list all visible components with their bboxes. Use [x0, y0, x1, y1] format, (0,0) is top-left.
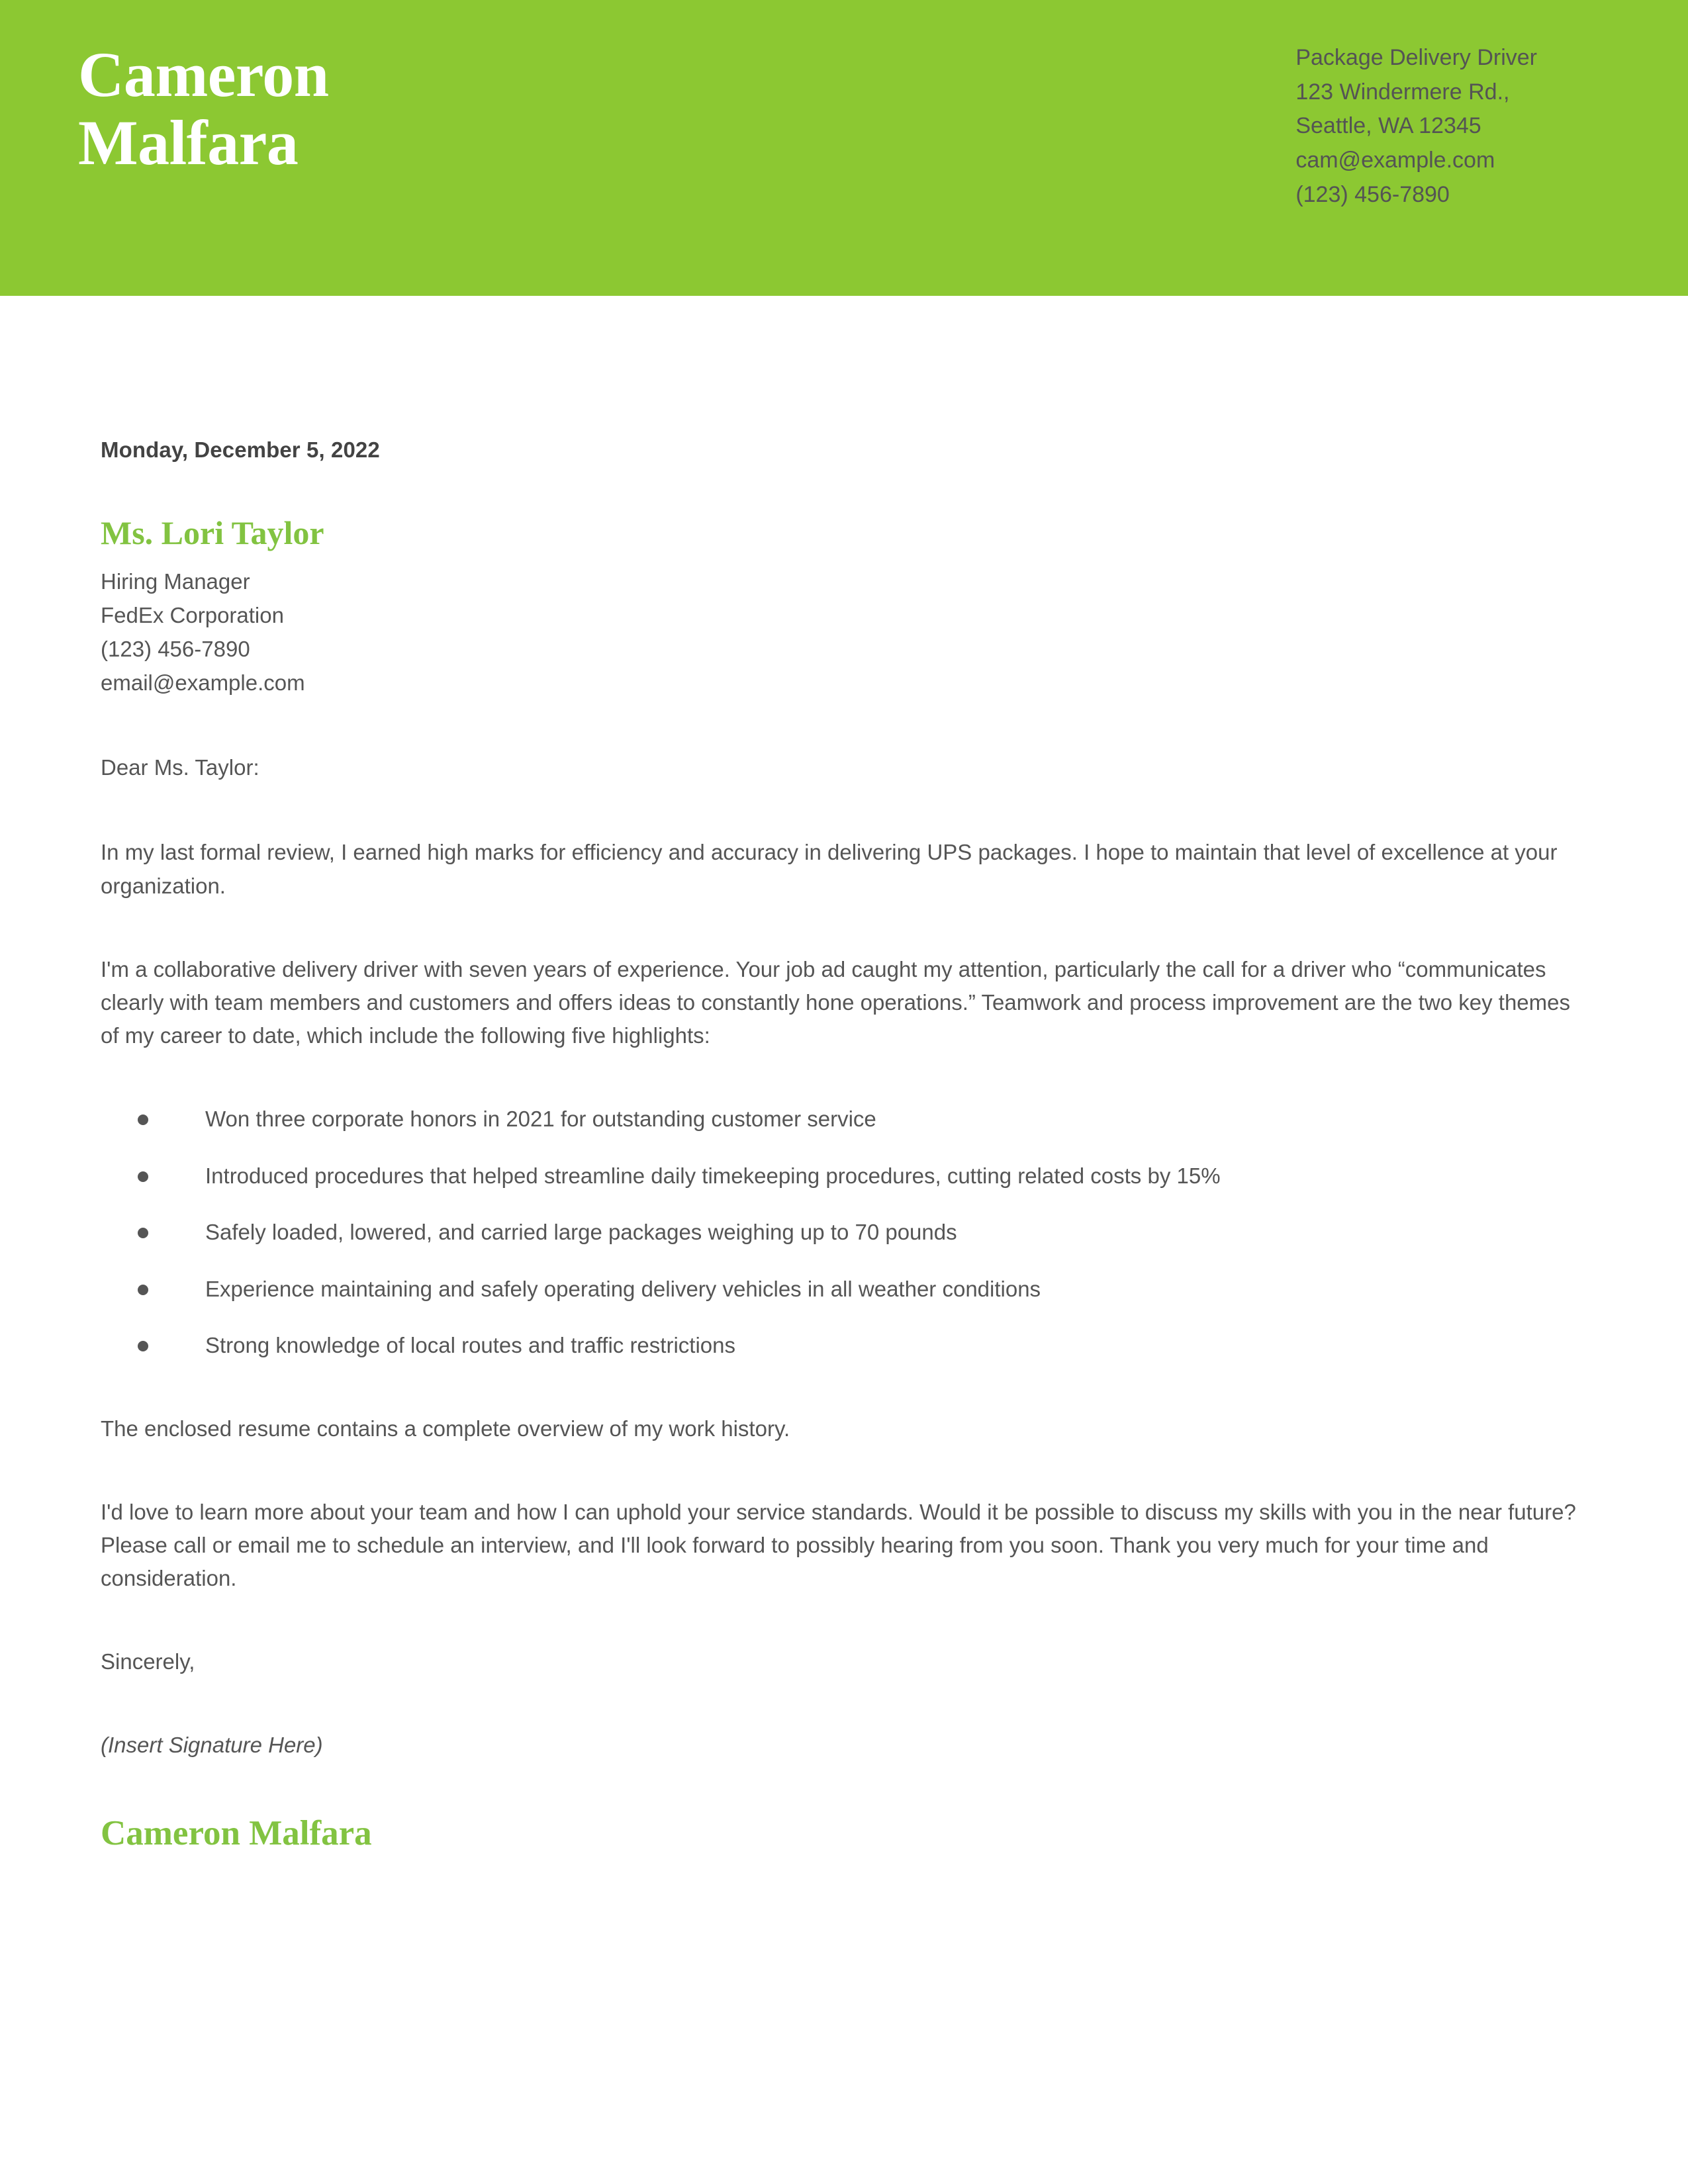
- highlight-text: Experience maintaining and safely operating delivery vehicles in all weather conditions: [205, 1276, 1041, 1301]
- body-paragraph-2: I'm a collaborative delivery driver with seven years of experience. Your job ad caught my attention, particularly the call for a driver who “communicates clearly with team members and customers and offers ideas to constantly hone operations.” Teamwork and process improvement are the two key themes of my career to date, which include the following five highlights:: [101, 956, 1571, 1048]
- applicant-phone: (123) 456-7890: [1295, 181, 1450, 207]
- list-item: [101, 1273, 1583, 1306]
- recipient-company: FedEx Corporation: [101, 602, 284, 627]
- bullet-dot-icon: [138, 1115, 148, 1125]
- header-band: [0, 0, 1688, 296]
- bullet-dot-icon: [138, 1341, 148, 1351]
- list-item: [101, 1160, 1583, 1193]
- signature-name: Cameron Malfara: [101, 1813, 372, 1852]
- bullet-dot-icon: [138, 1285, 148, 1295]
- letter-date: Monday, December 5, 2022: [101, 437, 380, 462]
- applicant-email: cam@example.com: [1295, 148, 1495, 173]
- applicant-city-state-zip: Seattle, WA 12345: [1295, 113, 1481, 139]
- recipient-phone: (123) 456-7890: [101, 636, 250, 661]
- highlights-list: [101, 1103, 1583, 1362]
- highlight-text: Introduced procedures that helped streamline daily timekeeping procedures, cutting related costs by 15%: [205, 1163, 1221, 1188]
- list-item: [101, 1216, 1583, 1249]
- bullet-dot-icon: [138, 1228, 148, 1238]
- recipient-details: [101, 565, 1583, 700]
- list-item: [101, 1103, 1583, 1136]
- body-paragraph-4: I'd love to learn more about your team and how I can uphold your service standards. Would it be possible to discuss my skills with you in the near future? Please call or email me to schedule an interview, and I'll look forward to possibly hearing from you soon. Thank you very much for your time and consideration.: [101, 1499, 1576, 1591]
- recipient-name: Ms. Lori Taylor: [101, 514, 324, 552]
- letter-body: [101, 433, 1583, 1852]
- closing-salutation: Sincerely,: [101, 1649, 195, 1674]
- applicant-last-name: Malfara: [78, 107, 299, 178]
- highlight-text: Won three corporate honors in 2021 for outstanding customer service: [205, 1107, 876, 1132]
- applicant-street-address: 123 Windermere Rd.,: [1295, 79, 1510, 105]
- signature-placeholder: (Insert Signature Here): [101, 1733, 323, 1758]
- body-paragraph-3: The enclosed resume contains a complete overview of my work history.: [101, 1416, 790, 1441]
- applicant-name-header: [78, 41, 674, 177]
- applicant-job-title: Package Delivery Driver: [1295, 45, 1537, 70]
- header-contact-block: [1295, 41, 1537, 212]
- applicant-first-name: Cameron: [78, 39, 329, 110]
- highlight-text: Strong knowledge of local routes and traffic restrictions: [205, 1333, 735, 1358]
- salutation: Dear Ms. Taylor:: [101, 755, 259, 780]
- body-paragraph-1: In my last formal review, I earned high marks for efficiency and accuracy in delivering UPS packages. I hope to maintain that level of excellence at your organization.: [101, 840, 1558, 898]
- recipient-title: Hiring Manager: [101, 569, 250, 594]
- recipient-email: email@example.com: [101, 670, 305, 696]
- highlight-text: Safely loaded, lowered, and carried large packages weighing up to 70 pounds: [205, 1220, 957, 1245]
- bullet-dot-icon: [138, 1171, 148, 1182]
- list-item: [101, 1329, 1583, 1362]
